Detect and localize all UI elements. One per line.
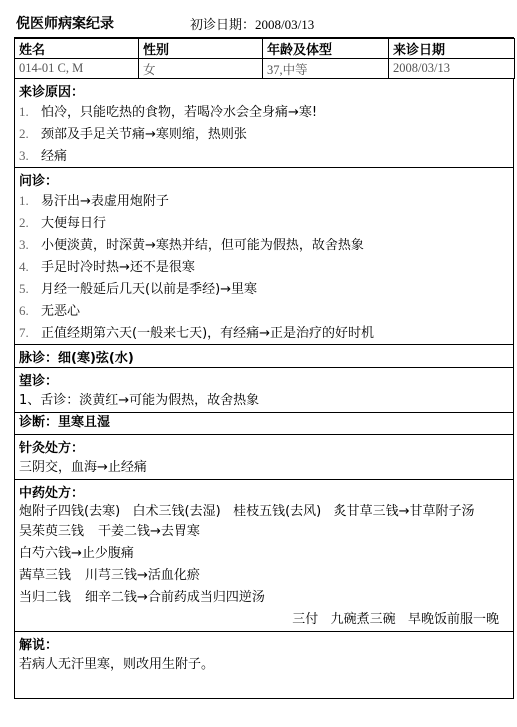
herbal-line-1: 炮附子四钱(去寒) 白术三钱(去湿) 桂枝五钱(去风) 炙甘草三钱→甘草附子汤 bbox=[19, 504, 475, 519]
explanation-text: 若病人无汗里寒，则改用生附子。 bbox=[19, 657, 215, 672]
complaint-item: 3. 经痛 bbox=[19, 148, 68, 164]
sex-value: 女 bbox=[139, 59, 263, 79]
herbal-row-3: 白芍六钱→止少腹痛 bbox=[19, 546, 134, 561]
name-value: 014-01 C, M bbox=[15, 59, 139, 79]
herbal-dosage: 三付 九碗煮三碗 早晚饭前服一晚 bbox=[292, 612, 499, 627]
case-record-sheet bbox=[14, 12, 514, 699]
first-visit-date bbox=[190, 12, 314, 38]
pulse-text: 脉诊：细(寒)弦(水) bbox=[19, 351, 134, 366]
inquiry-title: 问诊： bbox=[19, 174, 59, 189]
complaints-section bbox=[14, 79, 514, 168]
complaint-item: 1. 怕冷，只能吃热的食物，若喝冷水会全身痛→寒! bbox=[19, 104, 318, 120]
herbal-row-5: 当归二钱 细辛二钱→合前药成当归四逆汤 bbox=[19, 590, 265, 605]
inquiry-item: 1. 易汗出→表虚用炮附子 bbox=[19, 193, 169, 209]
herbal-row-4: 茜草三钱 川芎三钱→活血化瘀 bbox=[19, 568, 200, 583]
visit-date-value: 2008/03/13 bbox=[389, 59, 515, 79]
age-build-value: 37,中等 bbox=[263, 59, 389, 79]
first-visit-date-value: 2008/03/13 bbox=[255, 17, 315, 32]
herbal-title: 中药处方： bbox=[19, 486, 85, 501]
patient-info-table bbox=[14, 38, 515, 79]
observation-section bbox=[14, 368, 514, 413]
inquiry-section bbox=[14, 168, 514, 345]
acupuncture-title: 针灸处方： bbox=[19, 441, 85, 456]
name-header: 姓名 bbox=[15, 39, 139, 59]
acupuncture-text: 三阴交，血海→止经痛 bbox=[19, 460, 147, 475]
diagnosis-section bbox=[14, 413, 514, 435]
inquiry-item: 2. 大便每日行 bbox=[19, 215, 107, 231]
inquiry-item: 3. 小便淡黄，时深黄→寒热并结，但可能为假热，故舍热象 bbox=[19, 237, 364, 253]
info-header-row bbox=[15, 39, 515, 59]
herbal-row-2: 吴茱萸三钱 干姜二钱→去胃寒 bbox=[19, 524, 200, 539]
inquiry-item: 5. 月经一般延后几天(以前是季经)→里寒 bbox=[19, 281, 258, 297]
explanation-title: 解说： bbox=[19, 638, 59, 653]
complaint-item: 2. 颈部及手足关节痛→寒则缩，热则张 bbox=[19, 126, 247, 142]
sex-header: 性别 bbox=[139, 39, 263, 59]
inquiry-item: 4. 手足时冷时热→还不是很寒 bbox=[19, 259, 195, 275]
observation-title: 望诊： bbox=[19, 374, 59, 389]
observation-text: 1、舌诊：淡黄红→可能为假热，故舍热象 bbox=[19, 393, 260, 408]
age-build-header: 年龄及体型 bbox=[263, 39, 389, 59]
header-row bbox=[14, 12, 514, 38]
diagnosis-text: 诊断：里寒且湿 bbox=[19, 415, 111, 430]
inquiry-item: 6. 无恶心 bbox=[19, 303, 81, 319]
info-value-row bbox=[15, 59, 515, 79]
acupuncture-section bbox=[14, 435, 514, 480]
record-title: 倪医师病案纪录 bbox=[16, 16, 114, 32]
visit-date-header: 来诊日期 bbox=[389, 39, 515, 59]
explanation-section bbox=[14, 632, 514, 699]
pulse-section bbox=[14, 345, 514, 368]
inquiry-item: 7. 正值经期第六天(一般来七天)，有经痛→正是治疗的好时机 bbox=[19, 325, 375, 341]
complaints-title: 来诊原因： bbox=[19, 85, 85, 100]
first-visit-label: 初诊日期： bbox=[190, 18, 256, 33]
herbal-section bbox=[14, 480, 514, 632]
